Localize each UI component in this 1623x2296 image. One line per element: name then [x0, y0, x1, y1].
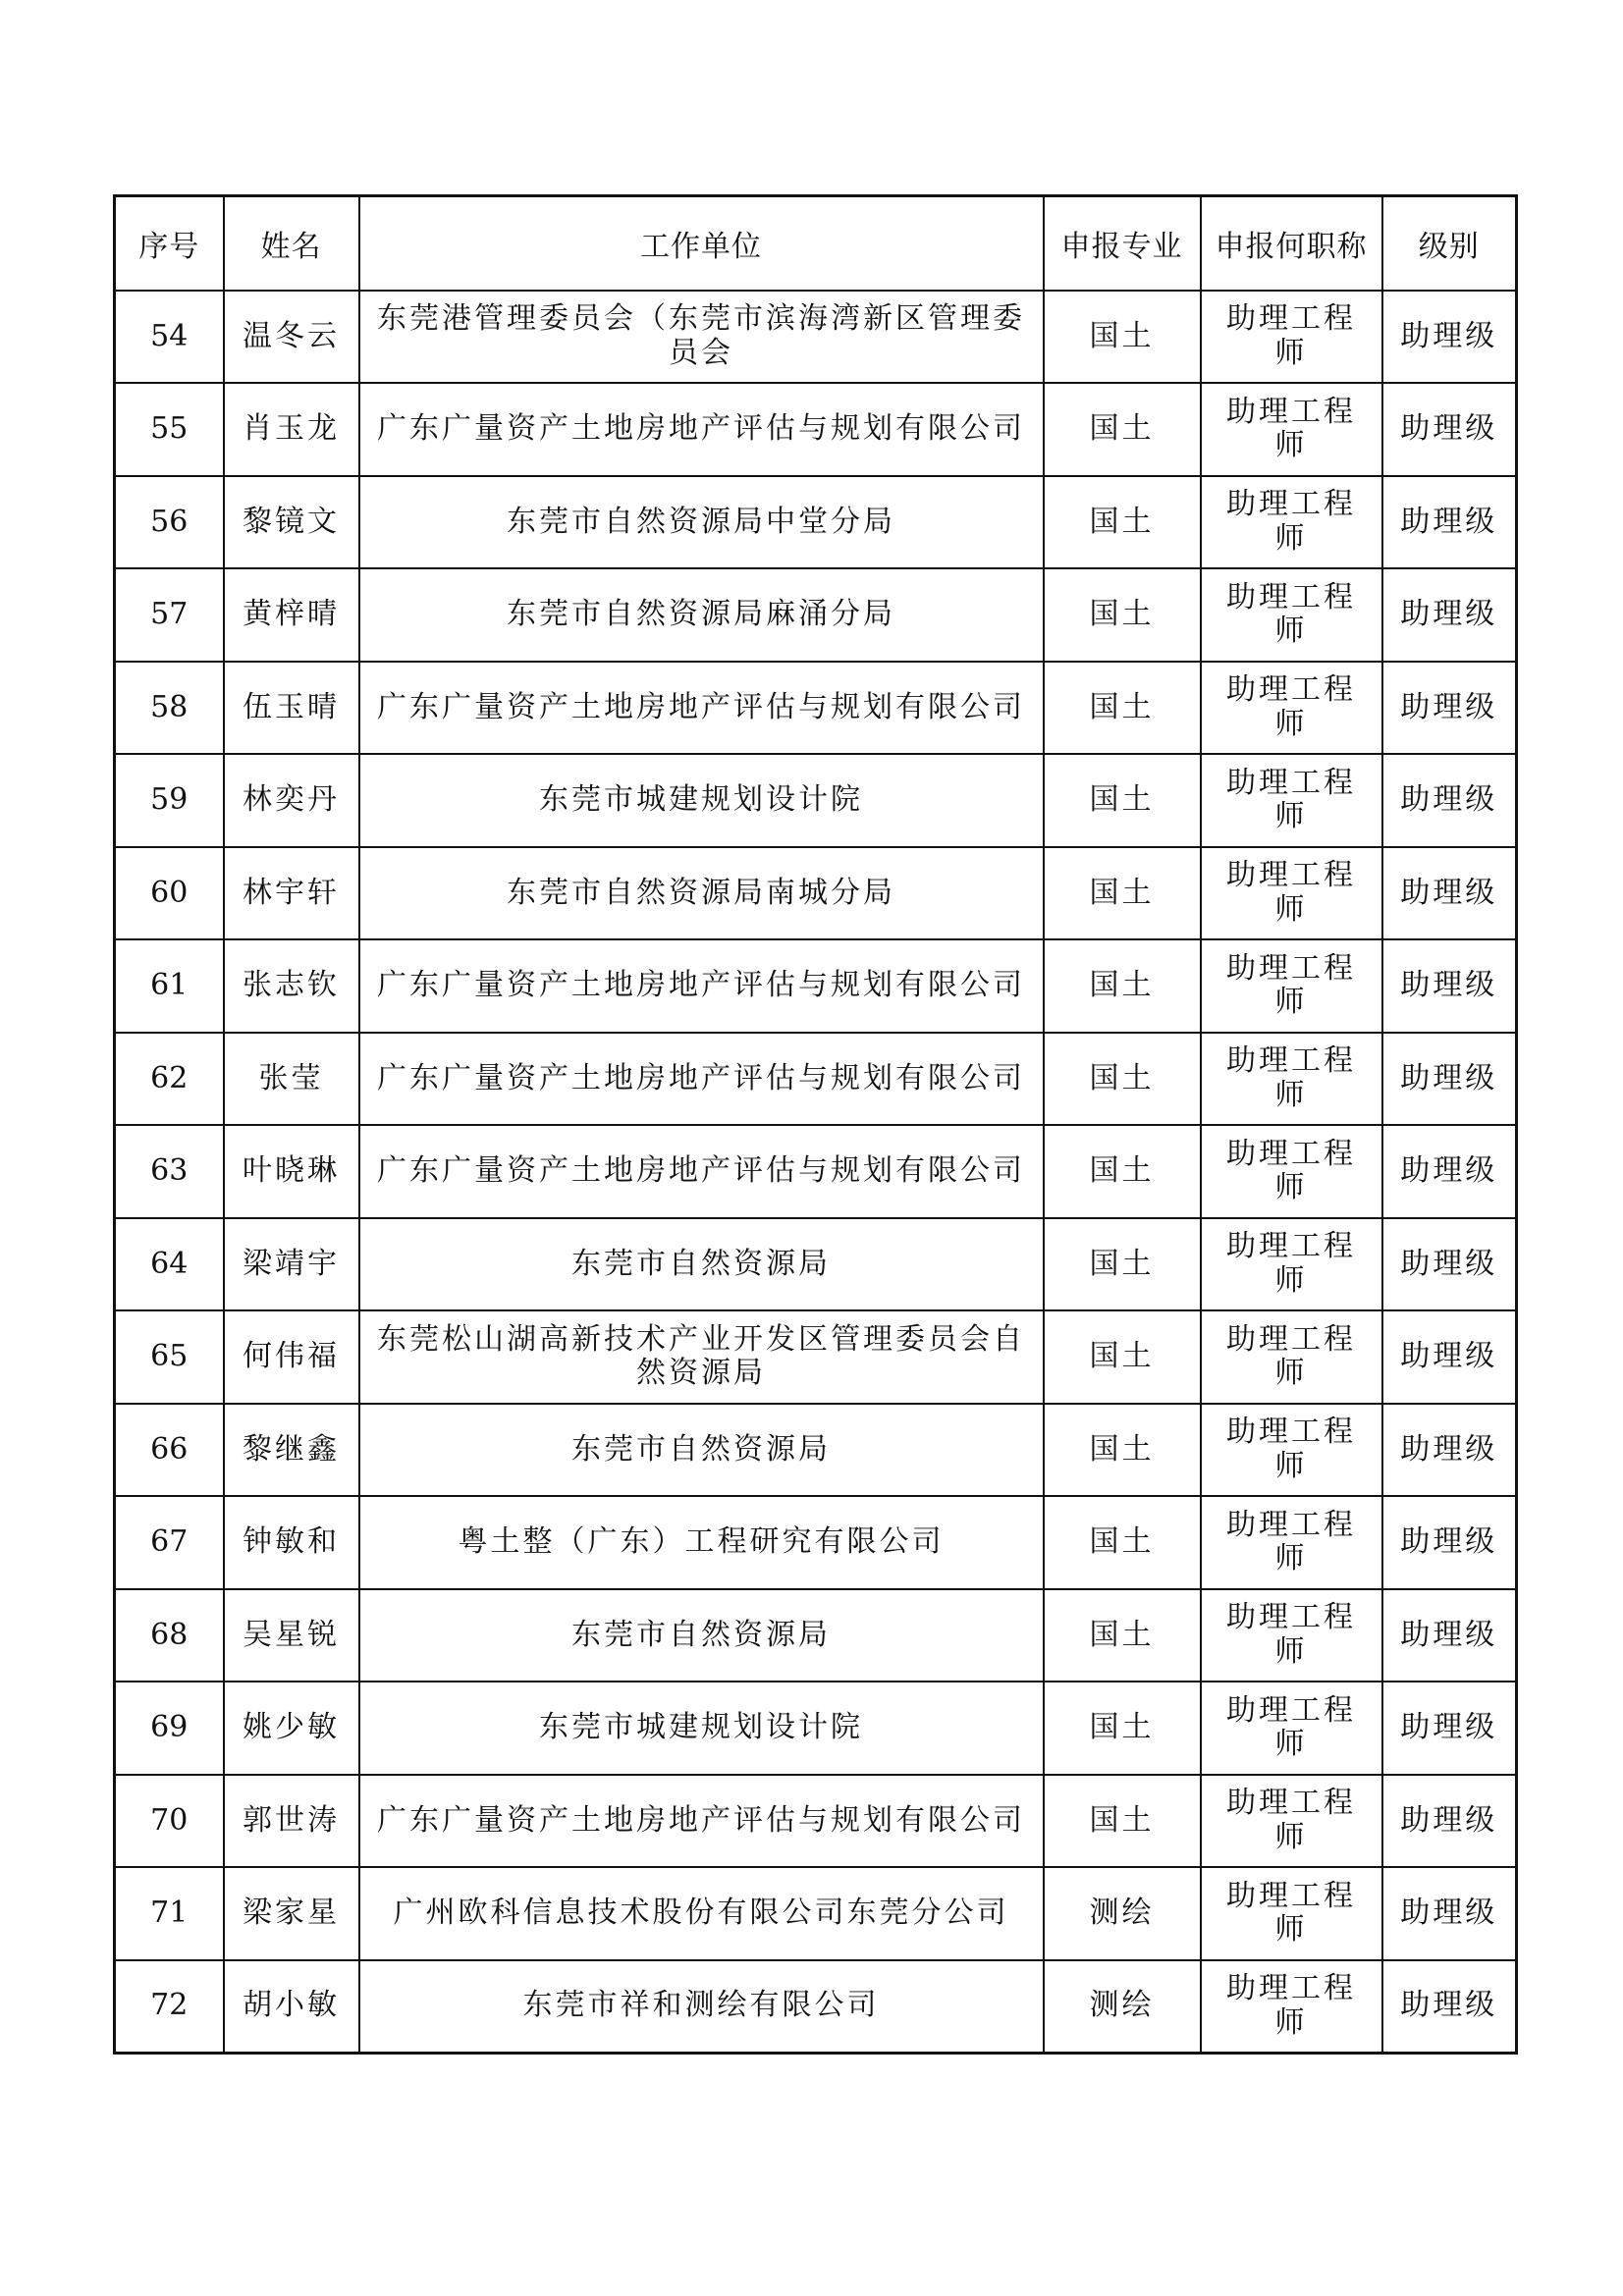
cell-unit: 粤土整（广东）工程研究有限公司: [359, 1496, 1044, 1589]
cell-name: 张莹: [224, 1033, 359, 1126]
cell-name: 胡小敏: [224, 1960, 359, 2054]
cell-name: 郭世涛: [224, 1775, 359, 1868]
cell-title: 助理工程师: [1201, 1033, 1382, 1126]
cell-title: 助理工程师: [1201, 383, 1382, 476]
cell-specialty: 国土: [1044, 847, 1201, 940]
cell-unit: 广东广量资产土地房地产评估与规划有限公司: [359, 1033, 1044, 1126]
roster-table: [113, 194, 1518, 2055]
cell-specialty: 国土: [1044, 662, 1201, 755]
cell-unit: 东莞市自然资源局: [359, 1589, 1044, 1682]
cell-level: 助理级: [1382, 1033, 1517, 1126]
cell-name: 梁靖宇: [224, 1218, 359, 1311]
cell-specialty: 国土: [1044, 291, 1201, 384]
table-row: [115, 662, 1517, 755]
cell-unit: 广东广量资产土地房地产评估与规划有限公司: [359, 1775, 1044, 1868]
cell-specialty: 国土: [1044, 383, 1201, 476]
cell-specialty: 国土: [1044, 568, 1201, 662]
header-level: 级别: [1382, 196, 1517, 291]
cell-specialty: 国土: [1044, 1496, 1201, 1589]
cell-level: 助理级: [1382, 1960, 1517, 2054]
cell-specialty: 国土: [1044, 754, 1201, 847]
table-row: [115, 1404, 1517, 1497]
cell-level: 助理级: [1382, 568, 1517, 662]
cell-unit: 东莞市自然资源局: [359, 1218, 1044, 1311]
cell-level: 助理级: [1382, 847, 1517, 940]
cell-title: 助理工程师: [1201, 1310, 1382, 1404]
table-row: [115, 1218, 1517, 1311]
cell-specialty: 测绘: [1044, 1867, 1201, 1960]
cell-unit: 东莞市自然资源局麻涌分局: [359, 568, 1044, 662]
table-row: [115, 291, 1517, 384]
table-row: [115, 939, 1517, 1033]
header-title: 申报何职称: [1201, 196, 1382, 291]
cell-unit: 东莞市祥和测绘有限公司: [359, 1960, 1044, 2054]
cell-level: 助理级: [1382, 1589, 1517, 1682]
cell-name: 黎镜文: [224, 476, 359, 569]
cell-no: 56: [115, 476, 224, 569]
table-body: [115, 291, 1517, 2054]
table-row: [115, 1125, 1517, 1218]
cell-no: 58: [115, 662, 224, 755]
cell-unit: 东莞松山湖高新技术产业开发区管理委员会自然资源局: [359, 1310, 1044, 1404]
cell-no: 61: [115, 939, 224, 1033]
table-row: [115, 1775, 1517, 1868]
cell-level: 助理级: [1382, 1218, 1517, 1311]
cell-title: 助理工程师: [1201, 847, 1382, 940]
cell-title: 助理工程师: [1201, 1682, 1382, 1775]
header-no: 序号: [115, 196, 224, 291]
cell-level: 助理级: [1382, 383, 1517, 476]
cell-unit: 广州欧科信息技术股份有限公司东莞分公司: [359, 1867, 1044, 1960]
cell-name: 钟敏和: [224, 1496, 359, 1589]
table-row: [115, 476, 1517, 569]
cell-name: 肖玉龙: [224, 383, 359, 476]
cell-level: 助理级: [1382, 1496, 1517, 1589]
cell-name: 林奕丹: [224, 754, 359, 847]
table-row: [115, 1589, 1517, 1682]
cell-unit: 东莞市城建规划设计院: [359, 1682, 1044, 1775]
table-row: [115, 383, 1517, 476]
cell-title: 助理工程师: [1201, 939, 1382, 1033]
cell-name: 叶晓琳: [224, 1125, 359, 1218]
cell-no: 59: [115, 754, 224, 847]
cell-unit: 东莞市自然资源局中堂分局: [359, 476, 1044, 569]
cell-level: 助理级: [1382, 939, 1517, 1033]
cell-level: 助理级: [1382, 291, 1517, 384]
cell-title: 助理工程师: [1201, 1775, 1382, 1868]
cell-no: 66: [115, 1404, 224, 1497]
table-row: [115, 1682, 1517, 1775]
cell-specialty: 国土: [1044, 1775, 1201, 1868]
cell-specialty: 测绘: [1044, 1960, 1201, 2054]
table-row: [115, 847, 1517, 940]
cell-specialty: 国土: [1044, 1310, 1201, 1404]
cell-specialty: 国土: [1044, 1682, 1201, 1775]
cell-no: 64: [115, 1218, 224, 1311]
cell-title: 助理工程师: [1201, 1496, 1382, 1589]
cell-specialty: 国土: [1044, 1218, 1201, 1311]
cell-level: 助理级: [1382, 1310, 1517, 1404]
cell-no: 63: [115, 1125, 224, 1218]
cell-no: 55: [115, 383, 224, 476]
cell-name: 黎继鑫: [224, 1404, 359, 1497]
table-row: [115, 1960, 1517, 2054]
table-row: [115, 754, 1517, 847]
cell-name: 梁家星: [224, 1867, 359, 1960]
cell-specialty: 国土: [1044, 476, 1201, 569]
cell-specialty: 国土: [1044, 939, 1201, 1033]
cell-no: 57: [115, 568, 224, 662]
cell-no: 67: [115, 1496, 224, 1589]
cell-title: 助理工程师: [1201, 291, 1382, 384]
cell-title: 助理工程师: [1201, 1589, 1382, 1682]
cell-unit: 广东广量资产土地房地产评估与规划有限公司: [359, 383, 1044, 476]
cell-specialty: 国土: [1044, 1404, 1201, 1497]
cell-no: 68: [115, 1589, 224, 1682]
cell-unit: 广东广量资产土地房地产评估与规划有限公司: [359, 1125, 1044, 1218]
cell-no: 60: [115, 847, 224, 940]
table-header: [115, 196, 1517, 291]
cell-level: 助理级: [1382, 1867, 1517, 1960]
cell-name: 姚少敏: [224, 1682, 359, 1775]
cell-name: 伍玉晴: [224, 662, 359, 755]
cell-no: 54: [115, 291, 224, 384]
cell-specialty: 国土: [1044, 1125, 1201, 1218]
cell-level: 助理级: [1382, 1125, 1517, 1218]
cell-no: 70: [115, 1775, 224, 1868]
table-row: [115, 568, 1517, 662]
table-row: [115, 1867, 1517, 1960]
cell-unit: 东莞市城建规划设计院: [359, 754, 1044, 847]
cell-name: 林宇轩: [224, 847, 359, 940]
cell-title: 助理工程师: [1201, 754, 1382, 847]
cell-title: 助理工程师: [1201, 1218, 1382, 1311]
cell-unit: 广东广量资产土地房地产评估与规划有限公司: [359, 662, 1044, 755]
cell-specialty: 国土: [1044, 1033, 1201, 1126]
cell-unit: 东莞港管理委员会（东莞市滨海湾新区管理委员会: [359, 291, 1044, 384]
cell-no: 72: [115, 1960, 224, 2054]
cell-title: 助理工程师: [1201, 662, 1382, 755]
cell-title: 助理工程师: [1201, 568, 1382, 662]
cell-unit: 东莞市自然资源局南城分局: [359, 847, 1044, 940]
cell-name: 温冬云: [224, 291, 359, 384]
cell-level: 助理级: [1382, 1682, 1517, 1775]
cell-level: 助理级: [1382, 476, 1517, 569]
table-row: [115, 1033, 1517, 1126]
cell-level: 助理级: [1382, 754, 1517, 847]
cell-level: 助理级: [1382, 662, 1517, 755]
cell-name: 黄梓晴: [224, 568, 359, 662]
cell-specialty: 国土: [1044, 1589, 1201, 1682]
header-name: 姓名: [224, 196, 359, 291]
cell-no: 62: [115, 1033, 224, 1126]
cell-no: 65: [115, 1310, 224, 1404]
cell-title: 助理工程师: [1201, 476, 1382, 569]
cell-no: 69: [115, 1682, 224, 1775]
cell-title: 助理工程师: [1201, 1867, 1382, 1960]
header-specialty: 申报专业: [1044, 196, 1201, 291]
cell-unit: 广东广量资产土地房地产评估与规划有限公司: [359, 939, 1044, 1033]
cell-name: 何伟福: [224, 1310, 359, 1404]
cell-no: 71: [115, 1867, 224, 1960]
cell-level: 助理级: [1382, 1775, 1517, 1868]
cell-unit: 东莞市自然资源局: [359, 1404, 1044, 1497]
cell-name: 吴星锐: [224, 1589, 359, 1682]
header-row: [115, 196, 1517, 291]
table-row: [115, 1496, 1517, 1589]
cell-title: 助理工程师: [1201, 1125, 1382, 1218]
cell-level: 助理级: [1382, 1404, 1517, 1497]
cell-name: 张志钦: [224, 939, 359, 1033]
cell-title: 助理工程师: [1201, 1960, 1382, 2054]
table-row: [115, 1310, 1517, 1404]
header-unit: 工作单位: [359, 196, 1044, 291]
cell-title: 助理工程师: [1201, 1404, 1382, 1497]
